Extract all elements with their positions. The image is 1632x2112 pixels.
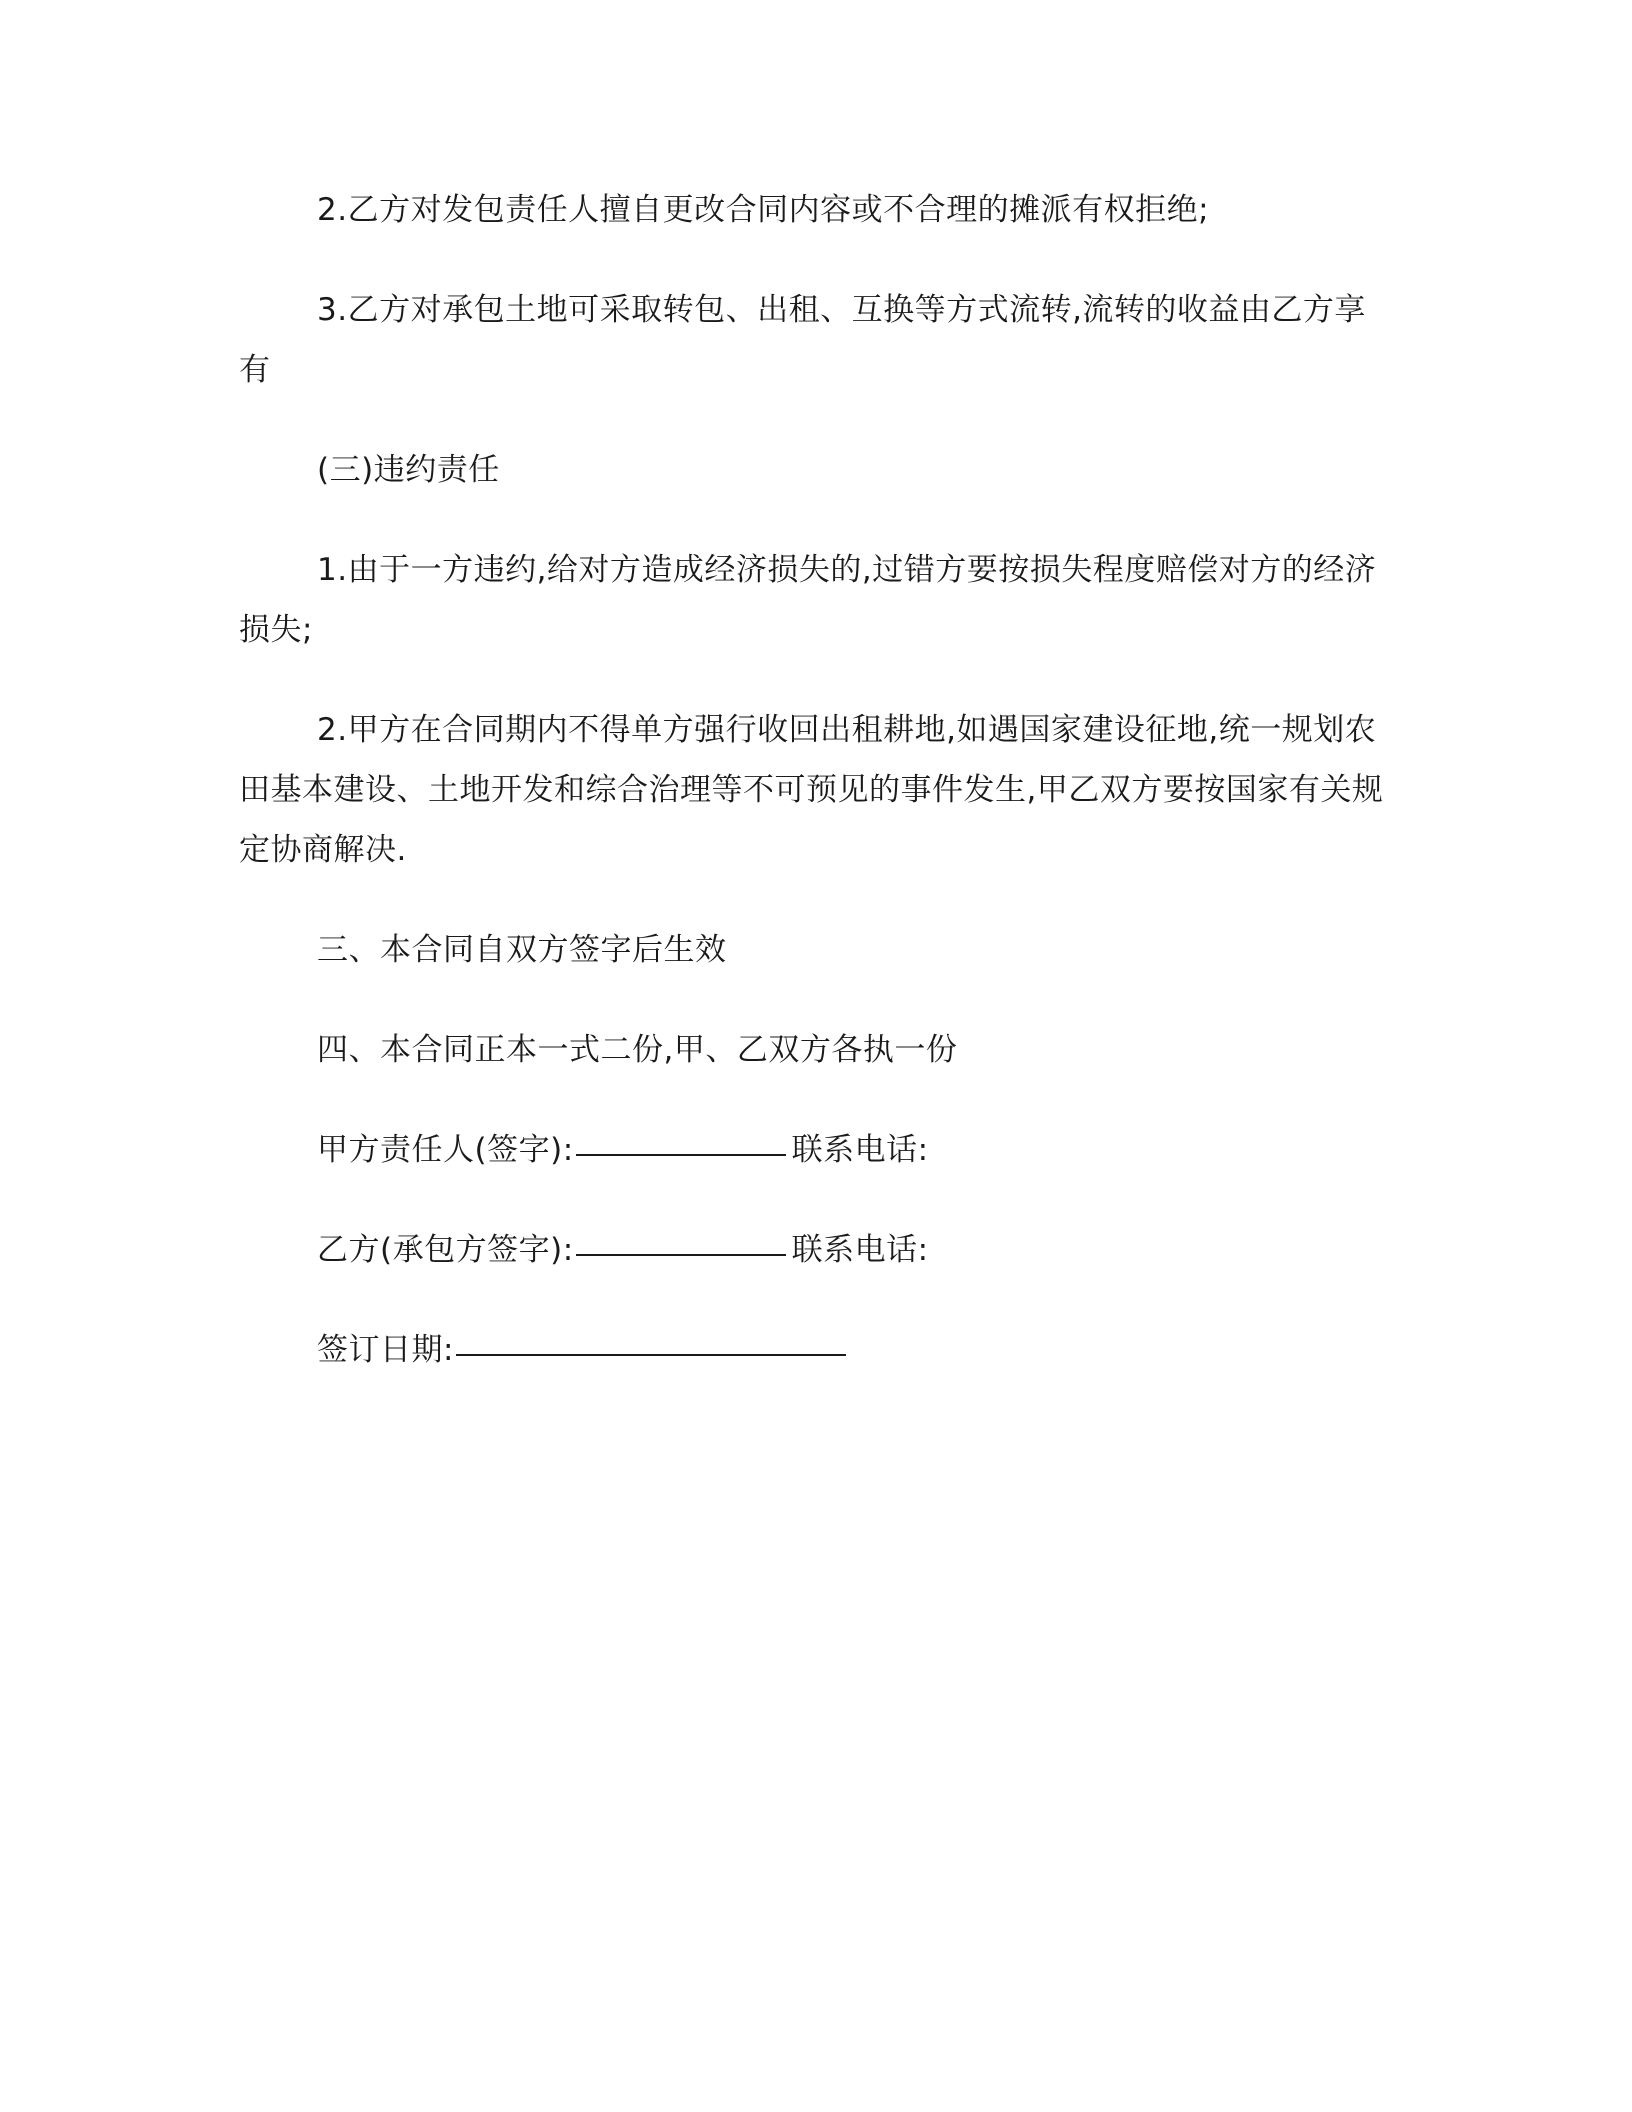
party-a-signature-label: 甲方责任人(签字): (317, 1132, 574, 1168)
clause-copies: 四、本合同正本一式二份,甲、乙双方各执一份 (317, 1032, 958, 1068)
clause-b-2: 2.乙方对发包责任人擅自更改合同内容或不合理的摊派有权拒绝; (317, 192, 1210, 228)
signing-date-label: 签订日期: (317, 1332, 454, 1368)
signing-date-blank (456, 1320, 846, 1356)
document-body (239, 180, 1389, 1420)
party-a-signature-line (239, 1120, 1389, 1180)
party-a-phone-label: 联系电话: (791, 1132, 929, 1168)
clause-c-2: 2.甲方在合同期内不得单方强行收回出租耕地,如遇国家建设征地,统一规划农田基本建设、土地开发和综合治理等不可预见的事件发生,甲乙双方要按国家有关规定协商解决. (239, 712, 1384, 868)
party-b-phone-label: 联系电话: (791, 1232, 929, 1268)
section-breach-liability: (三)违约责任 (317, 452, 500, 488)
party-b-signature-blank (576, 1220, 786, 1256)
clause-b-3: 3.乙方对承包土地可采取转包、出租、互换等方式流转,流转的收益由乙方享有 (239, 292, 1366, 388)
clause-c-1: 1.由于一方违约,给对方造成经济损失的,过错方要按损失程度赔偿对方的经济损失; (239, 552, 1377, 648)
clause-effective: 三、本合同自双方签字后生效 (317, 932, 727, 968)
signing-date-line (239, 1320, 1389, 1380)
party-b-signature-line (239, 1220, 1389, 1280)
party-b-signature-label: 乙方(承包方签字): (317, 1232, 574, 1268)
party-a-signature-blank (576, 1120, 786, 1156)
